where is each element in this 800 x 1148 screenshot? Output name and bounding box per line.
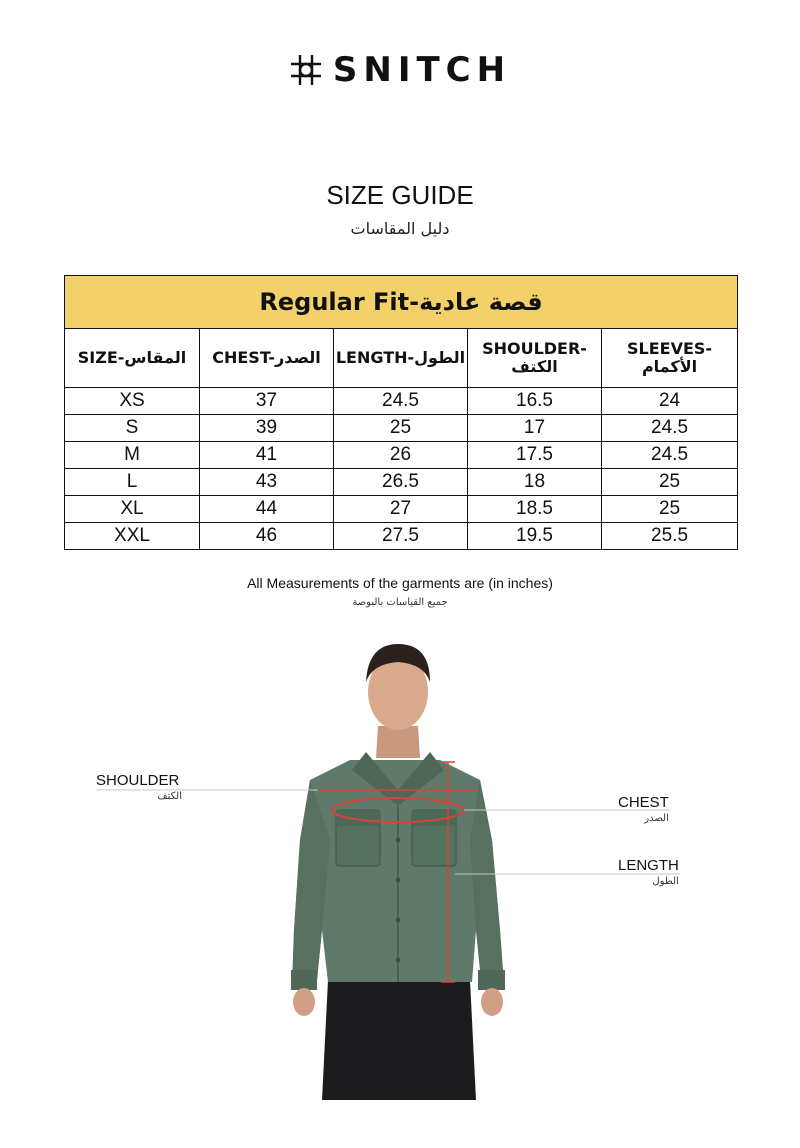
- brand-name: SNITCH: [332, 50, 512, 90]
- sleeves-cell: 25: [602, 469, 738, 496]
- chest-cell: 46: [200, 523, 334, 550]
- chest-cell: 43: [200, 469, 334, 496]
- callout-length: LENGTH الطول: [618, 857, 679, 887]
- chest-cell: 41: [200, 442, 334, 469]
- shoulder-cell: 19.5: [468, 523, 602, 550]
- size-cell: XXL: [65, 523, 200, 550]
- sleeves-cell: 24.5: [602, 415, 738, 442]
- sleeves-cell: 24: [602, 388, 738, 415]
- sleeves-cell: 25.5: [602, 523, 738, 550]
- length-cell: 26.5: [334, 469, 468, 496]
- header-length: LENGTH-الطول: [334, 329, 468, 388]
- measurement-note: All Measurements of the garments are (in inches): [247, 575, 553, 591]
- page-title: SIZE GUIDE: [326, 180, 474, 210]
- table-row: [65, 496, 738, 523]
- table-row: [65, 469, 738, 496]
- sleeves-cell: 25: [602, 496, 738, 523]
- shoulder-cell: 17.5: [468, 442, 602, 469]
- size-table: [64, 275, 738, 550]
- length-cell: 26: [334, 442, 468, 469]
- table-row: [65, 442, 738, 469]
- chest-cell: 39: [200, 415, 334, 442]
- model-figure: [0, 630, 800, 1110]
- chest-cell: 44: [200, 496, 334, 523]
- table-row: [65, 523, 738, 550]
- header-chest: CHEST-الصدر: [200, 329, 334, 388]
- length-cell: 27.5: [334, 523, 468, 550]
- page-subtitle: دليل المقاسات: [350, 219, 450, 238]
- size-cell: M: [65, 442, 200, 469]
- chest-cell: 37: [200, 388, 334, 415]
- snitch-logo-icon: [289, 53, 323, 87]
- shoulder-cell: 18: [468, 469, 602, 496]
- fit-header: Regular Fit-قصة عادية: [65, 276, 738, 329]
- sleeves-cell: 24.5: [602, 442, 738, 469]
- shoulder-cell: 18.5: [468, 496, 602, 523]
- shoulder-cell: 17: [468, 415, 602, 442]
- header-size: SIZE-المقاس: [65, 329, 200, 388]
- size-cell: XS: [65, 388, 200, 415]
- size-cell: XL: [65, 496, 200, 523]
- table-row: [65, 388, 738, 415]
- callout-shoulder: SHOULDER الكتف: [96, 772, 182, 802]
- brand-logo: [0, 52, 800, 88]
- measurement-note-ar: جميع القياسات بالبوصة: [352, 597, 448, 608]
- size-cell: L: [65, 469, 200, 496]
- callout-chest: CHEST الصدر: [618, 794, 669, 824]
- size-cell: S: [65, 415, 200, 442]
- length-cell: 25: [334, 415, 468, 442]
- model-illustration: [0, 630, 800, 1110]
- table-row: [65, 415, 738, 442]
- shoulder-cell: 16.5: [468, 388, 602, 415]
- length-cell: 24.5: [334, 388, 468, 415]
- header-sleeves: SLEEVES- الأكمام: [602, 329, 738, 388]
- header-shoulder: SHOULDER- الكتف: [468, 329, 602, 388]
- length-cell: 27: [334, 496, 468, 523]
